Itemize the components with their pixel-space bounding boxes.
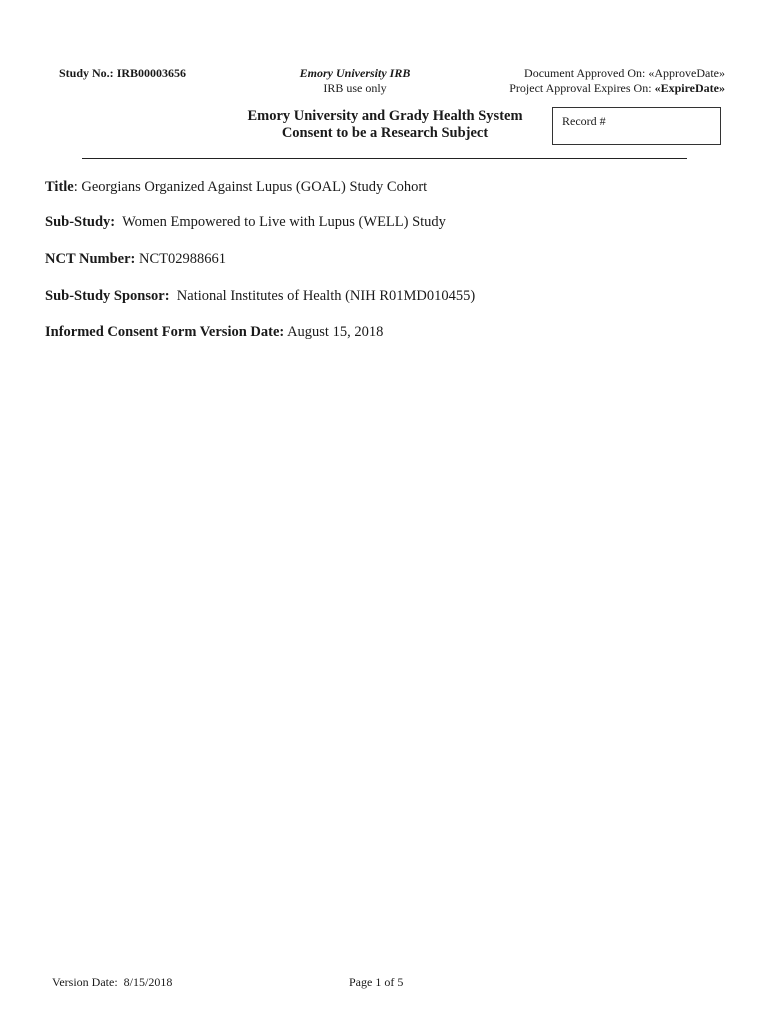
record-number-box xyxy=(552,107,721,145)
field-label: NCT Number: xyxy=(45,251,136,267)
field-value: Georgians Organized Against Lupus (GOAL) Study Cohort xyxy=(81,179,428,195)
field-title: Title: Georgians Organized Against Lupus (GOAL) Study Cohort xyxy=(45,179,428,195)
study-number-label: Study No.: xyxy=(59,66,114,80)
expires-on xyxy=(509,81,725,96)
field-label: Title xyxy=(45,179,74,195)
record-number-label: Record # xyxy=(562,114,606,128)
field-value: August 15, 2018 xyxy=(287,324,384,340)
field-value: NCT02988661 xyxy=(138,251,226,267)
irb-name: Emory University IRB xyxy=(299,66,411,80)
footer-version-date: Version Date: 8/15/2018 xyxy=(52,975,173,989)
field-consent-version-date xyxy=(45,324,383,341)
expires-on-value: «ExpireDate» xyxy=(654,81,725,95)
expires-on-label: Project Approval Expires On: xyxy=(509,81,655,95)
footer-page-number: Page 1 of 5 xyxy=(349,975,404,989)
field-value: National Institutes of Health (NIH R01MD010455) xyxy=(176,288,476,304)
field-sub-study-sponsor xyxy=(45,288,475,305)
field-label: Sub-Study Sponsor: xyxy=(45,288,170,304)
study-number xyxy=(59,66,186,81)
irb-block xyxy=(270,66,440,96)
document-title-line1: Emory University and Grady Health System xyxy=(247,108,523,124)
header-divider xyxy=(82,158,687,159)
approved-on-label: Document Approved On: xyxy=(524,66,649,80)
field-label: Sub-Study: xyxy=(45,214,116,230)
approval-block xyxy=(509,66,725,96)
field-sub-study xyxy=(45,214,446,231)
approved-on-value: «ApproveDate» xyxy=(648,66,725,80)
approved-on xyxy=(509,66,725,81)
document-title xyxy=(220,108,550,142)
document-title-line2: Consent to be a Research Subject xyxy=(281,125,489,141)
field-label: Informed Consent Form Version Date: xyxy=(45,324,285,340)
irb-use-only: IRB use only xyxy=(323,81,387,95)
field-nct-number xyxy=(45,251,226,268)
field-value: Women Empowered to Live with Lupus (WELL) Study xyxy=(122,214,446,230)
study-number-value: IRB00003656 xyxy=(116,66,187,80)
